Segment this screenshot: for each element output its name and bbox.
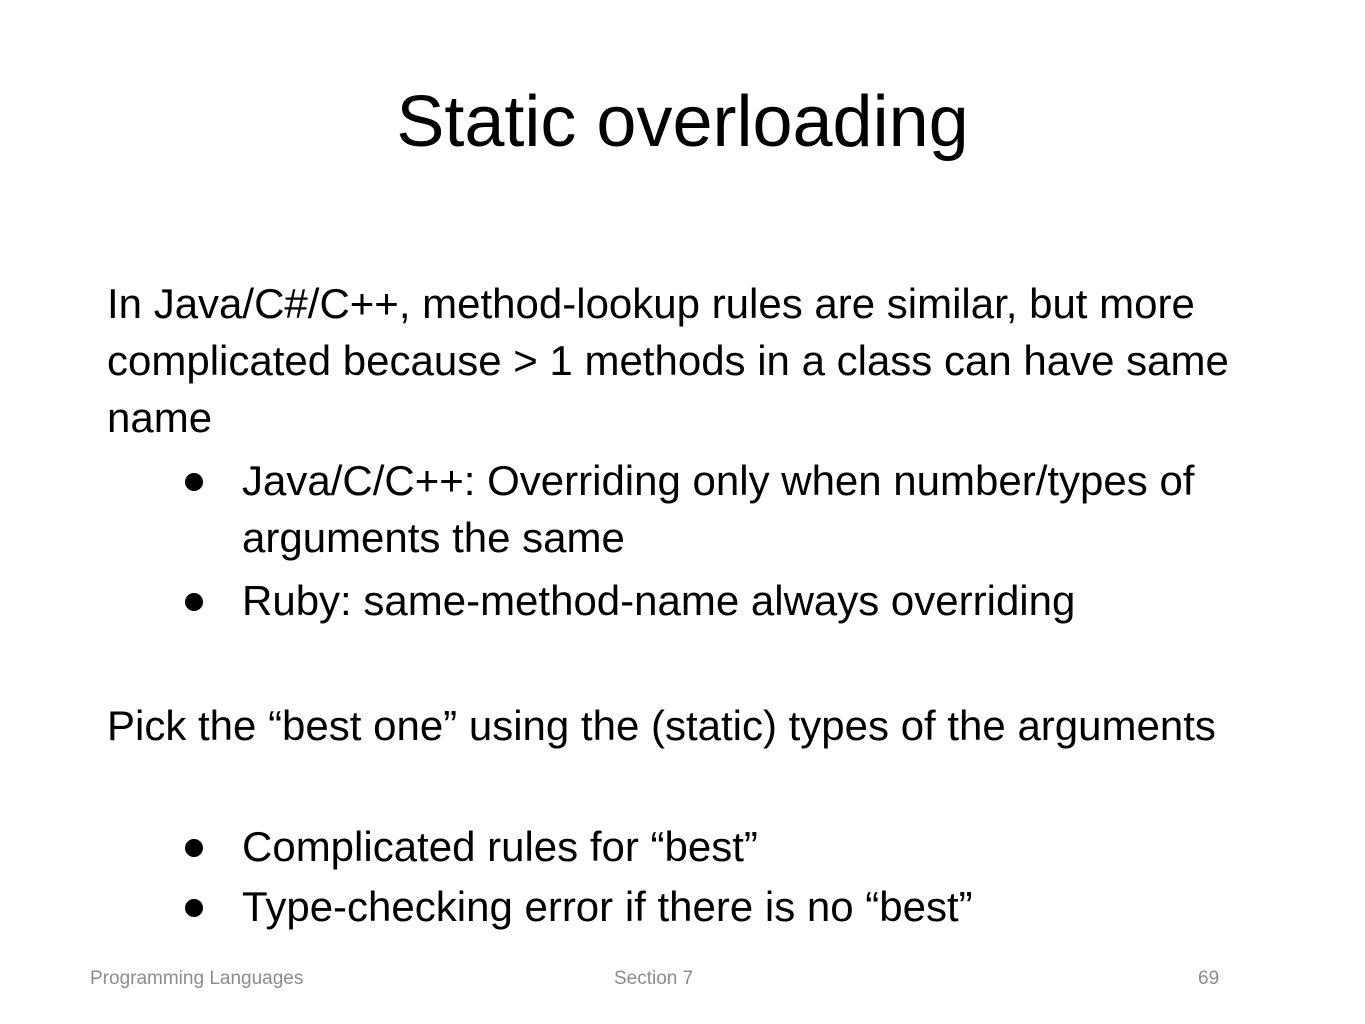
paragraph-method-lookup: In Java/C#/C++, method-lookup rules are similar, but more complicated because > 1 methods in a class can have same name	[107, 280, 1229, 441]
bullet-dot-icon	[185, 839, 203, 857]
footer-course-name: Programming Languages	[90, 968, 304, 989]
footer-page-number: 69	[1198, 968, 1220, 989]
bullet-dot-icon	[185, 593, 203, 611]
bullet-text: Type-checking error if there is no “best”	[242, 883, 973, 930]
paragraph-pick-best: Pick the “best one” using the (static) types of the arguments	[107, 702, 1216, 749]
bullet-dot-icon	[185, 473, 203, 491]
bullet-dot-icon	[185, 899, 203, 917]
bullet-text: Complicated rules for “best”	[242, 823, 758, 870]
bullet-text: Java/C/C++: Overriding only when number/types of arguments the same	[242, 457, 1195, 561]
footer-section: Section 7	[614, 968, 694, 989]
bullet-text: Ruby: same-method-name always overriding	[242, 577, 1076, 624]
slide-title: Static overloading	[396, 82, 969, 162]
